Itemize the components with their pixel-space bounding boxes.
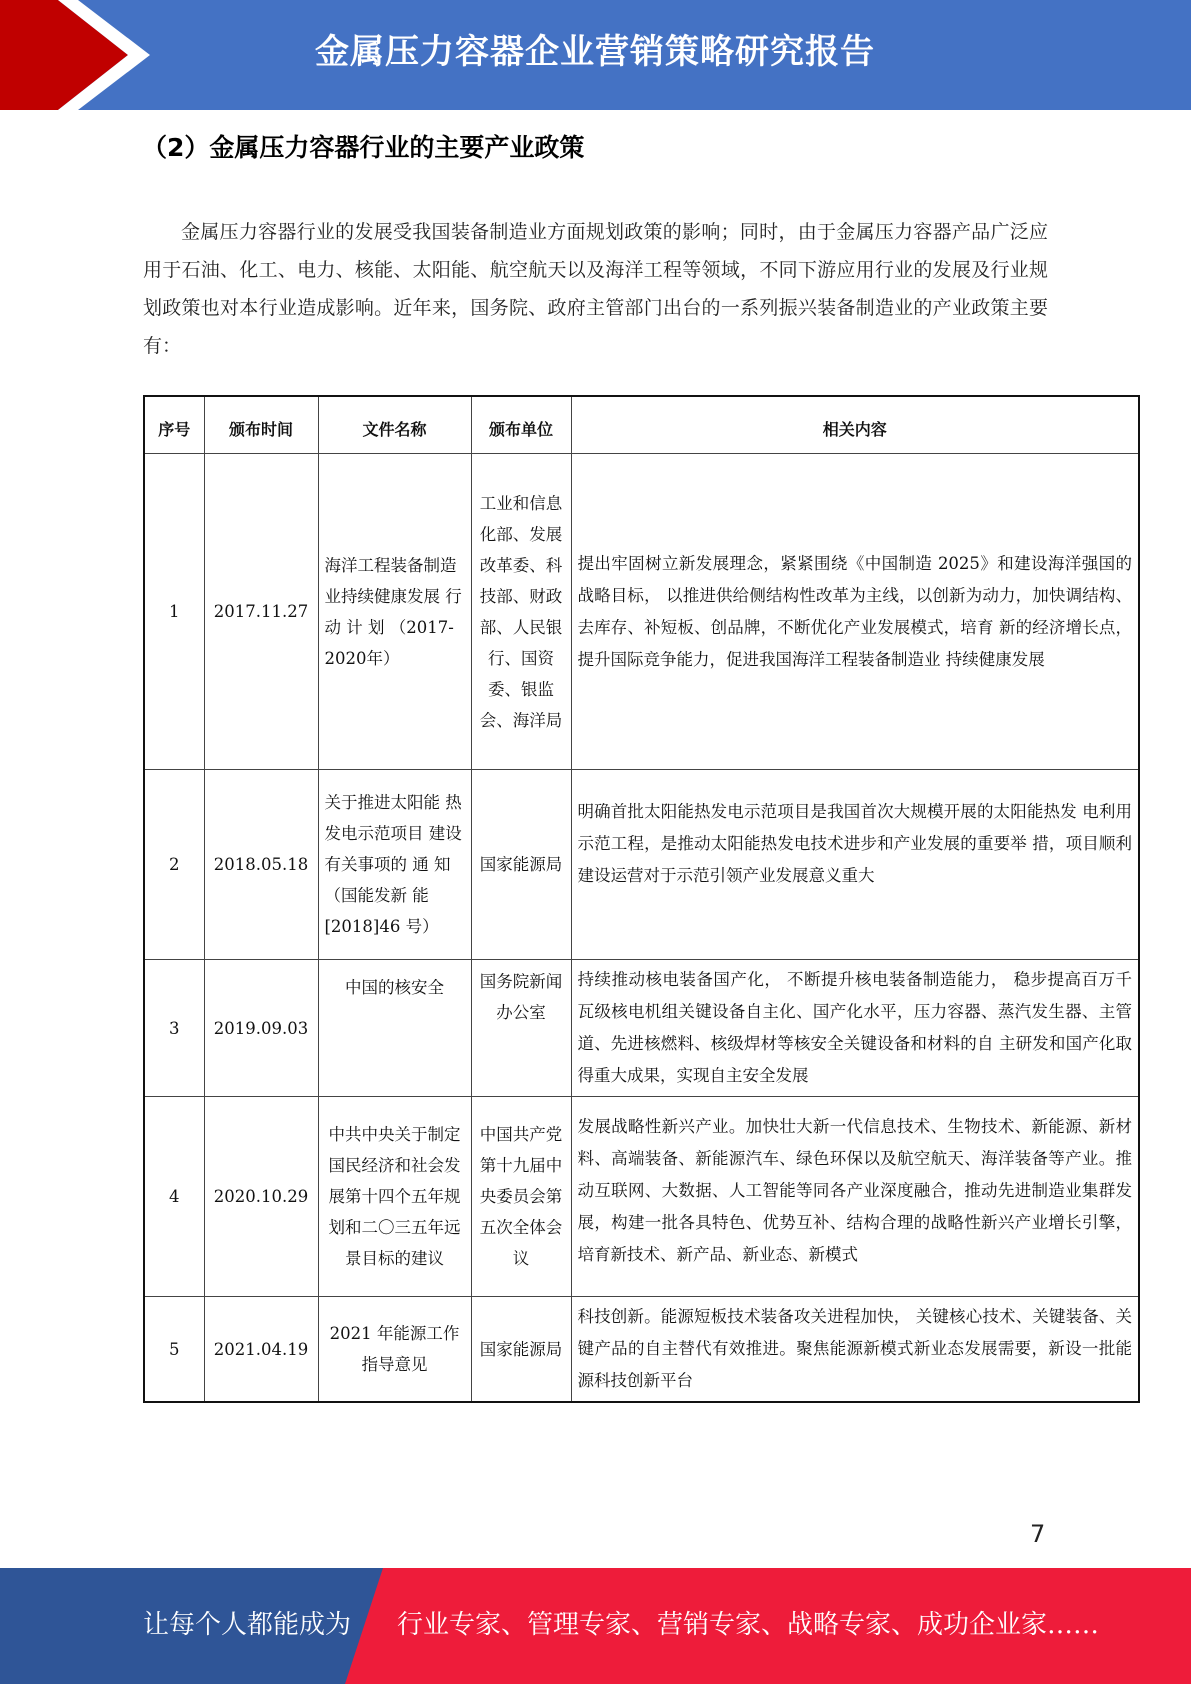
section-heading: （2）金属压力容器行业的主要产业政策 [142,133,585,162]
cell-content: 科技创新。能源短板技术装备攻关进程加快， 关键核心技术、关键装备、关键产品的自主替代有效推进。聚焦能源新模式新业态发展需要，新设一批能源科技创新平台 [571,1297,1139,1403]
footer-slogan-left: 让每个人都能成为 [143,1610,352,1640]
policy-table [143,395,1140,1403]
page-footer [0,1568,1191,1684]
header-issuer: 颁布单位 [471,396,571,454]
table-row [144,454,1139,770]
cell-name: 2021 年能源工作 指导意见 [318,1297,471,1403]
table-row [144,770,1139,960]
header-content: 相关内容 [571,396,1139,454]
header-name: 文件名称 [318,396,471,454]
cell-no: 4 [144,1097,204,1297]
table-row [144,960,1139,1097]
cell-date: 2020.10.29 [204,1097,318,1297]
cell-date: 2019.09.03 [204,960,318,1097]
cell-content: 发展战略性新兴产业。加快壮大新一代信息技术、生物技术、新能源、新材料、高端装备、新能源汽车、绿色环保以及航空航天、海洋装备等产业。推动互联网、大数据、人工智能等同各产业深度融合，推动先进制造业集群发展，构建一批各具特色、优势互补、结构合理的战略性新兴产业增长引擎，培育新技术、新产品、新业态、新模式 [571,1097,1139,1297]
table-header-row [144,396,1139,454]
cell-name: 海洋工程装备制造业持续健康发展 行 动 计 划 （2017-2020年） [318,454,471,770]
cell-issuer: 国家能源局 [471,770,571,960]
cell-date: 2017.11.27 [204,454,318,770]
cell-content: 明确首批太阳能热发电示范项目是我国首次大规模开展的太阳能热发 电利用示范工程，是推动太阳能热发电技术进步和产业发展的重要举 措，项目顺利建设运营对于示范引领产业发展意义重大 [571,770,1139,960]
cell-no: 3 [144,960,204,1097]
cell-name: 中国的核安全 [318,960,471,1097]
cell-issuer: 中国共产党第十九届中央委员会第五次全体会议 [471,1097,571,1297]
cell-date: 2018.05.18 [204,770,318,960]
page-number: 7 [1030,1520,1046,1548]
cell-content: 持续推动核电装备国产化， 不断提升核电装备制造能力， 稳步提高百万千瓦级核电机组关键设备自主化、国产化水平，压力容器、蒸汽发生器、主管道、先进核燃料、核级焊材等核安全关键设备和材料的自 主研发和国产化取得重大成果，实现自主安全发展 [571,960,1139,1097]
cell-issuer: 国家能源局 [471,1297,571,1403]
page-header [0,0,1191,110]
cell-no: 1 [144,454,204,770]
intro-paragraph: 金属压力容器行业的发展受我国装备制造业方面规划政策的影响；同时，由于金属压力容器产品广泛应用于石油、化工、电力、核能、太阳能、航空航天以及海洋工程等领域，不同下游应用行业的发展及行业规划政策也对本行业造成影响。近年来，国务院、政府主管部门出台的一系列振兴装备制造业的产业政策主要有： [143,221,1048,357]
table-row [144,1097,1139,1297]
header-no: 序号 [144,396,204,454]
cell-issuer: 国务院新闻办公室 [471,960,571,1097]
header-date: 颁布时间 [204,396,318,454]
cell-date: 2021.04.19 [204,1297,318,1403]
report-title: 金属压力容器企业营销策略研究报告 [315,32,875,72]
table-row [144,1297,1139,1403]
cell-no: 2 [144,770,204,960]
cell-name: 中共中央关于制定国民经济和社会发展第十四个五年规划和二〇三五年远景目标的建议 [318,1097,471,1297]
cell-issuer: 工业和信息化部、发展改革委、科技部、财政部、人民银行、国资委、银监会、海洋局 [471,454,571,770]
cell-content: 提出牢固树立新发展理念，紧紧围绕《中国制造 2025》和建设海洋强国的战略目标， 以推进供给侧结构性改革为主线，以创新为动力，加快调结构、去库存、补短板、创品牌，不断优化产业发展模式，培育 新的经济增长点，提升国际竞争能力，促进我国海洋工程装备制造业 持续健康发展 [571,454,1139,770]
footer-slogan-right: 行业专家、管理专家、营销专家、战略专家、成功企业家…… [397,1610,1100,1640]
cell-name: 关于推进太阳能 热发电示范项目 建设有关事项的 通 知 （国能发新 能[2018]46 号） [318,770,471,960]
cell-no: 5 [144,1297,204,1403]
